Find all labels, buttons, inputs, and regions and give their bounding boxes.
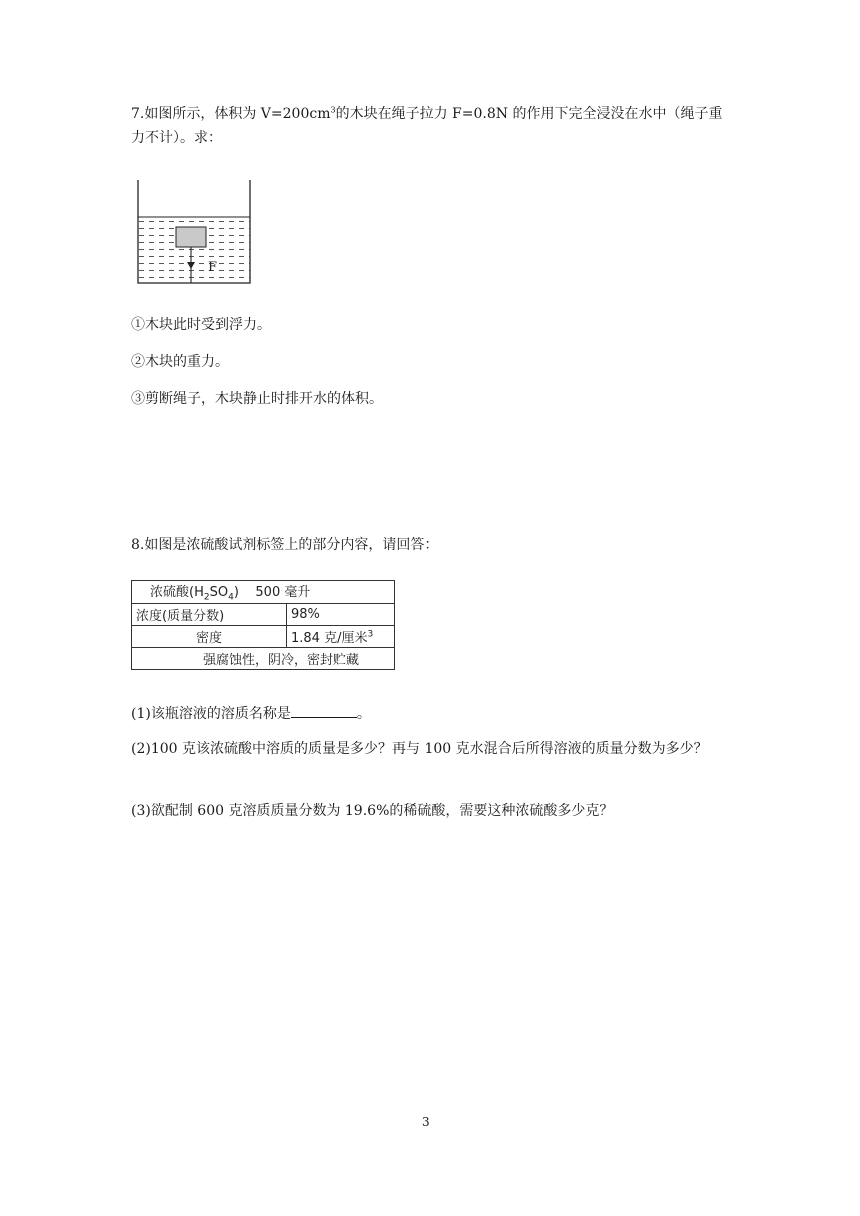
answer-blank[interactable] [291, 703, 357, 718]
label-note: 强腐蚀性，阴冷，密封贮藏 [132, 647, 395, 669]
concentration-value: 98% [287, 603, 395, 625]
question-8-part-2: (2)100 克该浓硫酸中溶质的质量是多少？再与 100 克水混合后所得溶液的质量分数为多少？ [131, 741, 708, 757]
q7-stem-post: 的木块在绳子拉力 F=0.8N 的作用下完全浸没在水中（绳子重力不计）。求： [131, 106, 723, 146]
label-header-text: 浓硫酸(H [150, 585, 204, 600]
question-8-stem: 8.如图是浓硫酸试剂标签上的部分内容，请回答： [131, 537, 439, 553]
question-8-part-1 [131, 702, 371, 726]
label-header-cell [132, 581, 395, 604]
question-7-part-3: ③剪断绳子，木块静止时排开水的体积。 [131, 391, 383, 407]
label-density-row [132, 625, 395, 647]
question-7-part-2: ②木块的重力。 [131, 354, 229, 370]
page-number: 3 [422, 1115, 430, 1129]
wooden-block [176, 227, 206, 247]
label-note-row [132, 647, 395, 669]
label-header-row [132, 581, 395, 604]
label-header-sub-2: 2 [203, 592, 210, 603]
question-7-part-1: ①木块此时受到浮力。 [131, 317, 271, 333]
label-header-so: SO [209, 585, 229, 600]
concentration-key: 浓度(质量分数) [132, 603, 287, 625]
density-value: 1.84 克/厘米 [291, 630, 368, 646]
q7-stem-superscript: 3 [330, 105, 336, 115]
beaker-diagram [128, 176, 258, 288]
q8-part-1-text: (1)该瓶溶液的溶质名称是 [131, 706, 291, 722]
label-header-sub-4: 4 [228, 592, 234, 603]
q8-part-1-end: 。 [356, 706, 371, 722]
q7-stem-pre: 7.如图所示，体积为 V=200cm [131, 106, 331, 122]
label-concentration-row [132, 603, 395, 625]
force-label: F [208, 260, 218, 275]
density-superscript: 3 [367, 629, 374, 640]
question-8-part-3: (3)欲配制 600 克溶质质量分数为 19.6%的稀硫酸，需要这种浓硫酸多少克？ [131, 803, 614, 819]
question-7-stem [131, 102, 736, 150]
density-key: 密度 [132, 625, 287, 647]
reagent-label-table [131, 580, 395, 670]
label-header-volume: ) 500 毫升 [233, 585, 311, 600]
density-value-cell [287, 625, 395, 647]
